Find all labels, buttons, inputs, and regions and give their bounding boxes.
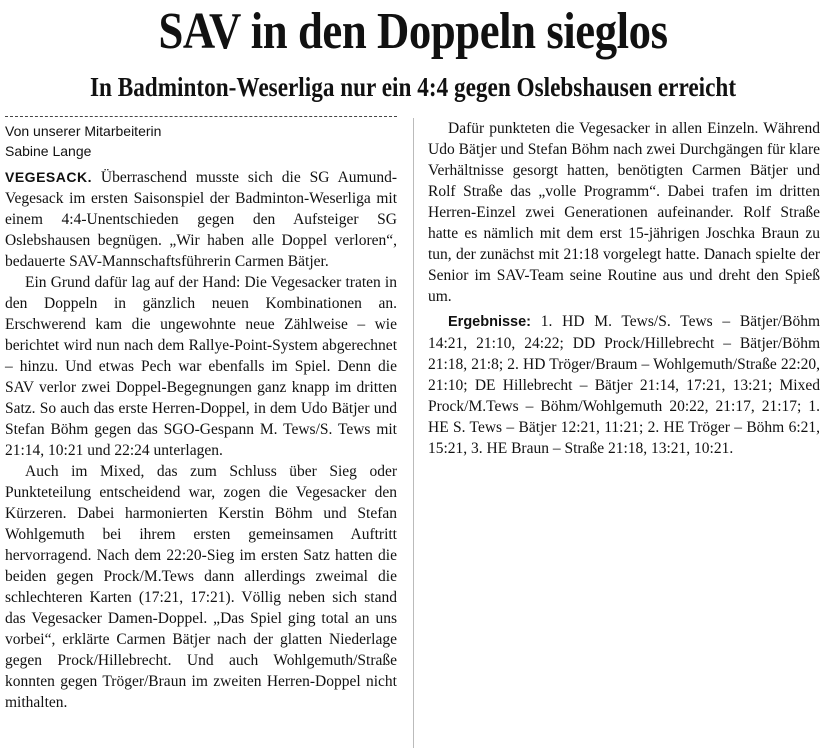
article-subheadline: In Badminton-Weserliga nur ein 4:4 gegen Oslebshausen erreicht [89, 72, 737, 102]
article-column-right [428, 118, 820, 459]
byline-author: Sabine Lange [5, 143, 92, 159]
results-label: Ergebnisse: [448, 314, 531, 330]
article-column-left [5, 116, 397, 713]
dateline: VEGESACK. [5, 169, 92, 185]
results-text: 1. HD M. Tews/S. Tews – Bätjer/Böhm 14:21, 21:10, 24:22; DD Prock/Hillebrecht – Bätjer/Böhm 21:18, 21:8; 2. HD Tröger/Braum – Wohlgemuth/Straße 22:20, 21:10; DE Hillebrecht – Bätjer 21:14, 17:21, 13:21; Mixed Prock/M.Tews – Böhm/Wohlgemuth 20:22, 21:17, 21:17; 1. HE S. Tews – Bätjer 12:21, 11:21; 2. HE Tröger – Böhm 6:21, 15:21, 3. HE Braun – Straße 21:18, 13:21, 10:21. [428, 313, 821, 457]
paragraph-text: Überraschend musste sich die SG Aumund-Vegesack im ersten Saisonspiel der Badminton-Weserliga mit einem 4:4-Unentschieden gegen den Aufsteiger SG Oslebshausen begnügen. „Wir haben alle Doppel verloren“, bedauerte SAV-Mannschaftsführerin Carmen Bätjer. [5, 169, 397, 270]
byline [5, 121, 397, 161]
article-paragraph [5, 167, 397, 272]
column-divider [413, 118, 414, 748]
byline-divider [5, 116, 397, 117]
article-headline: SAV in den Doppeln sieglos [158, 3, 668, 60]
byline-role: Von unserer Mitarbeiterin [5, 123, 162, 139]
article-paragraph: Auch im Mixed, das zum Schluss über Sieg oder Punkteteilung entscheidend war, zogen die Vegesacker den Kürzeren. Dabei harmonierten Kerstin Böhm und Stefan Wohlgemuth bei ihrem ersten gemeinsamen Auftritt hervorragend. Nach dem 22:20-Sieg im ersten Satz hatten die beiden gegen Prock/M.Tews dann allerdings zweimal die schlechteren Karten (17:21, 17:21). Völlig neben sich stand das Vegesacker Damen-Doppel. „Das Spiel ging total an uns vorbei“, erklärte Carmen Bätjer nach der glatten Niederlage gegen Prock/Hillebrecht. Und auch Wohlgemuth/Straße konnten gegen Tröger/Braun im zweiten Herren-Doppel nicht mithalten. [5, 463, 397, 711]
results-paragraph [428, 311, 820, 459]
article-paragraph: Ein Grund dafür lag auf der Hand: Die Vegesacker traten in den Doppeln in gänzlich neuen Kombinationen an. Erschwerend kam die ungewohnte neue Zählweise – wie berichtet wird nun nach dem Rallye-Point-System abgerechnet – hinzu. Und etwas Pech war ebenfalls im Spiel. Denn die SAV verlor zwei Doppel-Begegnungen ganz knapp im dritten Satz. So auch das erste Herren-Doppel, in dem Udo Bätjer und Stefan Böhm gegen das SGO-Gespann M. Tews/S. Tews mit 21:14, 10:21 und 22:24 unterlagen. [5, 274, 397, 459]
article-paragraph: Dafür punkteten die Vegesacker in allen Einzeln. Während Udo Bätjer und Stefan Böhm nach zwei Durchgängen für klare Verhältnisse gesorgt hatten, benötigten Carmen Bätjer und Rolf Straße das „volle Programm“. Dabei trafen im dritten Herren-Einzel zwei Generationen aufeinander. Rolf Straße hatte es nämlich mit dem erst 15-jährigen Joschka Braun zu tun, der zunächst mit 21:18 vorgelegt hatte. Danach spielte der Senior im SAV-Team seine Routine aus und dreht den Spieß um. [428, 120, 820, 305]
